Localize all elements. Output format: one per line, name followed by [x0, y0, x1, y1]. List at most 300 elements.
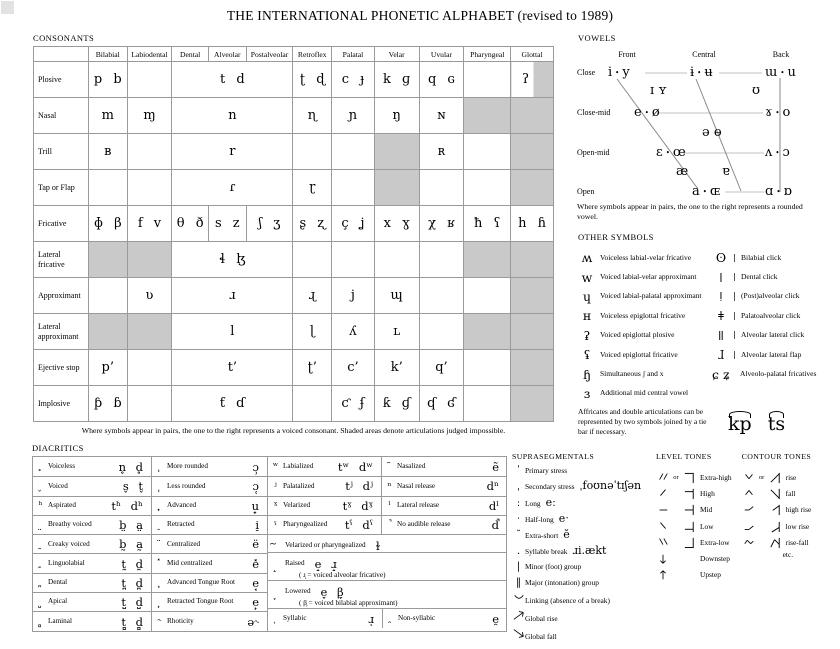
consonant-cell: ɭ — [293, 314, 332, 350]
diacritic-label: Lateral release — [397, 500, 440, 509]
consonant-cell — [293, 242, 332, 278]
letter-fall-icon — [769, 487, 782, 500]
vowel-column-header: Front — [618, 50, 636, 59]
consonant-row-label: Fricative — [34, 206, 89, 242]
consonant-cell — [464, 134, 511, 170]
consonant-cell: ʎ — [332, 314, 375, 350]
suprasegmental-row — [512, 512, 658, 525]
tone-diacritic — [656, 504, 670, 516]
tone-letter — [682, 471, 697, 484]
pair-bullet: • — [776, 187, 781, 196]
consonant-cell: p’ — [88, 350, 127, 386]
ipa-symbol: ɺ — [717, 347, 725, 363]
consonant-cell: ʋ — [127, 278, 172, 314]
consonant-cell: ɸ β — [88, 206, 127, 242]
mark-high-rise-icon — [743, 504, 755, 516]
diacritic-mark: ˞ — [157, 616, 162, 628]
vowel-symbol — [656, 145, 686, 160]
diacritic-label: Velarized — [283, 500, 311, 509]
consonant-cell: q’ — [419, 350, 464, 386]
tone-diacritic — [656, 471, 670, 483]
symbol-description: Bilabial click — [734, 254, 781, 262]
diacritic-example: u̟ — [251, 498, 259, 513]
consonant-row-label: Nasal — [34, 98, 89, 134]
suprasegmental-label: Syllable break — [525, 547, 568, 557]
symbol-description: Voiceless labial-velar fricative — [600, 252, 692, 262]
vowel-symbol-left: e — [634, 104, 642, 120]
consonant-cell: ɰ — [374, 278, 419, 314]
vowel-column-header: Back — [772, 50, 790, 59]
letter-rise-fall-icon — [769, 536, 782, 549]
letter-rise-icon — [769, 471, 782, 484]
consonant-column-header: Uvular — [419, 47, 464, 62]
suprasegmental-row — [512, 627, 658, 642]
consonant-cell — [88, 242, 127, 278]
suprasegmental-label: Extra-short — [525, 530, 559, 540]
consonant-cell — [511, 98, 554, 134]
vowel-symbol-left: ɯ — [765, 64, 778, 80]
consonant-cell — [464, 314, 511, 350]
arrow-fall-icon — [513, 627, 525, 639]
letter-extra-low-icon — [683, 536, 696, 549]
consonant-cell — [127, 134, 172, 170]
diacritic-example: t̺ d̺ — [121, 595, 143, 610]
vowel-symbol-left: ɪ ʏ — [650, 82, 667, 98]
consonant-cell: j — [332, 278, 375, 314]
diacritic-row — [152, 553, 267, 572]
suprasegmental-row — [512, 544, 658, 557]
vowel-row-label: Close — [577, 68, 596, 77]
diacritics-heading: DIACRITICS — [32, 443, 84, 453]
consonant-cell — [332, 242, 375, 278]
consonant-cell: ʙ — [88, 134, 127, 170]
consonant-cell: c ɟ — [332, 62, 375, 98]
vowel-symbol-left: ə ɵ — [702, 124, 722, 140]
consonant-cell: t’ — [172, 350, 293, 386]
consonant-grid — [33, 46, 554, 422]
diacritic-wide-row — [268, 552, 507, 580]
consonant-column-header: Glottal — [511, 47, 554, 62]
suprasegmental-label: Half-long — [525, 514, 554, 524]
consonant-row-label: Lateral approximant — [34, 314, 89, 350]
tone-letter — [768, 487, 783, 500]
tie-bar-examples — [728, 413, 785, 436]
diacritic-label: Raised — [285, 558, 305, 567]
tones-etc-label: etc. — [782, 550, 794, 560]
tone-letter — [768, 471, 783, 484]
pair-bullet: • — [775, 148, 780, 157]
vowel-symbol-left: i — [608, 64, 613, 80]
suprasegmental-row — [512, 591, 658, 606]
consonant-row-label: Ejective stop — [34, 350, 89, 386]
level-tones-column — [656, 452, 732, 583]
diacritic-row — [268, 457, 381, 476]
tie-bar-example: ts — [767, 413, 786, 436]
diacritic-example: ɹ̩ — [368, 611, 374, 626]
diacritic-label: Dental — [48, 578, 68, 587]
diacritic-example: tˠ dˠ — [342, 498, 373, 513]
consonant-cell: ɴ — [419, 98, 464, 134]
tone-row — [742, 534, 812, 550]
consonant-cell — [464, 386, 511, 422]
consonant-cell — [127, 350, 172, 386]
consonant-cell — [127, 242, 172, 278]
tone-letter — [682, 536, 697, 549]
diacritic-last-row — [268, 608, 507, 628]
consonant-row-label: Approximant — [34, 278, 89, 314]
diacritic-mark: ̤ — [38, 519, 43, 531]
diacritic-label: Nasal release — [397, 481, 436, 490]
tone-diacritic — [742, 471, 756, 483]
diacritic-example: tˤ dˤ — [344, 518, 373, 533]
diacritic-example: dⁿ — [486, 479, 499, 494]
vowel-symbol-right: ɶ — [709, 183, 721, 199]
diacritics-section — [32, 443, 506, 632]
diacritic-example: tʷ dʷ — [337, 459, 373, 474]
consonant-cell: ƥ ɓ — [88, 386, 127, 422]
ipa-symbol: ɥ — [582, 288, 592, 304]
consonant-cell — [374, 170, 419, 206]
tone-row — [742, 469, 812, 485]
symbol-description: Palatoalveolar click — [734, 312, 800, 320]
diacritic-example: t̻ d̻ — [121, 614, 143, 629]
vowel-symbol — [676, 164, 688, 179]
suprasegmental-example: eˑ — [558, 511, 569, 525]
consonant-cell: r — [172, 134, 293, 170]
tone-label: High — [700, 488, 715, 498]
consonant-header-corner — [34, 47, 89, 62]
diacritic-mark: ̞ — [273, 589, 278, 601]
vowel-symbol-right: ʉ — [704, 64, 713, 80]
consonant-column-header: Postalveolar — [246, 47, 293, 62]
vowel-symbol-right: ø — [651, 104, 660, 120]
consonant-row — [34, 98, 554, 134]
symbol-description: Voiced labial-palatal approximant — [600, 291, 702, 301]
diacritic-sub-note: ( ɹ̝ = voiced alveolar fricative) — [299, 571, 386, 580]
consonant-cell: ŋ — [374, 98, 419, 134]
consonant-cell: ʃ ʒ — [246, 206, 293, 242]
mark-low-rise-icon — [743, 520, 755, 532]
other-symbols-row — [578, 287, 836, 306]
consonant-cell — [511, 386, 554, 422]
consonant-cell: ʂ ʐ — [293, 206, 332, 242]
suprasegmental-row — [512, 560, 658, 572]
consonant-cell: ƈ ʄ — [332, 386, 375, 422]
diacritic-row — [33, 476, 151, 495]
consonant-cell — [293, 386, 332, 422]
diacritic-example: ɔ̜ — [252, 479, 259, 494]
diacritic-mark: ̻ — [38, 616, 43, 628]
consonant-cell: ʀ — [419, 134, 464, 170]
vowels-note: Where symbols appear in pairs, the one to the right represents a rounded vowel. — [577, 202, 803, 221]
diacritic-label: Voiceless — [48, 461, 76, 470]
or-label: or — [673, 473, 679, 481]
vowel-symbol-left: ɨ — [690, 64, 695, 80]
consonant-cell — [464, 98, 511, 134]
diacritic-row — [268, 515, 381, 534]
letter-high-rise-icon — [769, 503, 782, 516]
suprasegmental-row — [512, 576, 658, 588]
suprasegmentals-heading: SUPRASEGMENTALS — [512, 452, 595, 461]
diacritic-mark: ̴ — [273, 538, 278, 550]
consonant-cell: ʈ ɖ — [293, 62, 332, 98]
ipa-symbol: ǂ — [718, 308, 724, 324]
consonant-row-label: Trill — [34, 134, 89, 170]
other-symbols-row — [578, 248, 836, 267]
arrow-down-icon — [657, 553, 669, 565]
other-symbols-row — [578, 267, 836, 286]
consonant-cell — [419, 242, 464, 278]
consonants-section — [33, 33, 554, 422]
symbol-description: Simultaneous ʃ and x — [600, 368, 664, 378]
tone-diacritic — [656, 520, 670, 532]
diacritic-example: t̼ d̼ — [121, 556, 143, 571]
consonant-row — [34, 170, 554, 206]
diacritic-row — [33, 496, 151, 515]
diacritic-mark: ̠ — [157, 519, 162, 531]
consonant-column-header: Velar — [374, 47, 419, 62]
consonant-header-row — [34, 47, 554, 62]
diacritic-row — [33, 553, 151, 572]
consonant-row-label: Implosive — [34, 386, 89, 422]
suprasegmental-label: Minor (foot) group — [525, 562, 582, 572]
ipa-symbol: ʡ — [583, 327, 591, 343]
diacritic-mark: ̘ — [157, 577, 162, 589]
tone-letter — [768, 520, 783, 533]
vowel-symbol-right: ɒ — [783, 183, 792, 199]
level-tones-heading: LEVEL TONES — [656, 452, 712, 461]
mark-grave-icon — [657, 520, 669, 532]
vowel-symbol — [765, 65, 796, 80]
consonant-cell: m — [88, 98, 127, 134]
suprasegmental-label: Primary stress — [525, 466, 568, 476]
pair-bullet: • — [702, 187, 707, 196]
suprasegmental-mark: ˈ — [517, 464, 520, 477]
consonant-cell: ɾ — [172, 170, 293, 206]
consonant-cell: h ɦ — [511, 206, 554, 242]
diacritic-label: No audible release — [397, 520, 451, 529]
consonant-cell: ƭ ɗ — [172, 386, 293, 422]
diacritic-label: Linguolabial — [48, 558, 85, 567]
consonant-cell — [464, 350, 511, 386]
consonant-row — [34, 386, 554, 422]
consonant-cell: ɬ ɮ — [172, 242, 293, 278]
diacritic-mark: ʰ — [38, 500, 43, 512]
tone-row — [656, 550, 732, 566]
symbol-description: Dental click — [734, 273, 777, 281]
vowel-row-label: Close-mid — [577, 108, 611, 117]
consonant-cell: ʈ’ — [293, 350, 332, 386]
tone-label: high rise — [785, 505, 812, 515]
consonant-cell: q ɢ — [419, 62, 464, 98]
vowel-symbol — [765, 184, 792, 199]
other-symbols-heading: OTHER SYMBOLS — [578, 232, 654, 242]
diacritic-example: ɔ̹ — [252, 459, 259, 474]
consonant-cell: ɻ — [293, 278, 332, 314]
consonant-row — [34, 62, 554, 98]
consonant-cell — [332, 170, 375, 206]
diacritic-row — [152, 457, 267, 476]
diacritic-example: dˡ — [488, 498, 499, 513]
other-symbols-row — [578, 384, 836, 403]
tie-bar-example: kp — [728, 413, 752, 436]
consonant-column-header: Dental — [172, 47, 209, 62]
tone-row — [656, 518, 732, 534]
vowel-symbol-left: ʊ — [752, 82, 761, 98]
suprasegmentals-section — [512, 452, 658, 642]
tone-letter — [682, 503, 697, 516]
vowel-symbol — [608, 65, 630, 80]
consonant-cell: c’ — [332, 350, 375, 386]
consonant-cell — [511, 170, 554, 206]
ipa-symbol: ʘ — [715, 250, 727, 266]
suprasegmental-example: ˌfoʊnəˈtɪʃən — [579, 479, 642, 493]
consonant-cell: s z — [208, 206, 246, 242]
suprasegmental-example: ɹi.ækt — [572, 544, 607, 558]
tone-row — [656, 502, 732, 518]
consonant-cell — [88, 278, 127, 314]
vowels-heading: VOWELS — [578, 33, 616, 43]
symbol-description: Voiced labial-velar approximant — [600, 271, 697, 281]
diacritic-row — [33, 515, 151, 534]
tone-row — [656, 534, 732, 550]
vowel-symbol — [765, 105, 790, 120]
symbol-description: Alveolar lateral flap — [734, 351, 801, 359]
vowel-symbol-left: ʌ — [765, 144, 773, 160]
ipa-symbol: ǃ — [719, 288, 723, 304]
consonant-cell: ɽ — [293, 170, 332, 206]
letter-extra-high-icon — [683, 471, 696, 484]
tone-label: Extra-low — [700, 537, 730, 547]
tone-diacritic — [656, 569, 670, 581]
diacritic-label: Laminal — [48, 616, 72, 625]
diacritic-label: Apical — [48, 597, 68, 606]
diacritic-wide-row — [268, 534, 507, 552]
diacritic-row — [152, 573, 267, 592]
consonant-column-header: Labiodental — [127, 47, 172, 62]
diacritics-column-3 — [268, 457, 381, 534]
ipa-symbol: ǁ — [717, 327, 725, 343]
diacritic-mark: ʷ — [272, 461, 279, 473]
consonant-cell: χ ʁ — [419, 206, 464, 242]
diacritic-row — [152, 611, 267, 630]
suprasegmental-example: eː — [545, 495, 556, 509]
diacritic-label: Centralized — [167, 539, 201, 548]
diacritic-example: b̤ a̤ — [119, 518, 143, 533]
diacritic-label: Palatalized — [283, 481, 315, 490]
tone-letter — [768, 503, 783, 516]
vowel-symbol — [752, 83, 760, 98]
diacritics-column-2 — [151, 457, 267, 631]
diacritic-mark: ⁿ — [387, 480, 392, 492]
tone-row — [656, 485, 732, 501]
diacritic-label: Breathy voiced — [48, 520, 92, 529]
consonants-footnote: Where symbols appear in pairs, the one to the right represents a voiced consonant. Shaded areas denote articulations judged impossible. — [81, 426, 506, 435]
tone-row — [656, 469, 732, 485]
consonant-cell: θ ð — [172, 206, 209, 242]
consonant-cell: ƙ ɠ — [374, 386, 419, 422]
vowel-symbol — [650, 83, 667, 98]
pair-bullet: • — [780, 68, 785, 77]
consonant-cell — [374, 134, 419, 170]
consonant-cell: ʟ — [374, 314, 419, 350]
diacritic-label: More rounded — [167, 461, 208, 470]
diacritics-column-34 — [267, 457, 507, 631]
consonant-row-label: Plosive — [34, 62, 89, 98]
vowel-row-label: Open-mid — [577, 148, 610, 157]
consonant-row-label: Lateral fricative — [34, 242, 89, 278]
symbol-description: Alveolo-palatal fricatives — [740, 368, 817, 378]
diacritic-row — [268, 496, 381, 515]
consonant-cell: ħ ʕ — [464, 206, 511, 242]
consonant-column-header: Retroflex — [293, 47, 332, 62]
letter-low-icon — [683, 520, 696, 533]
diacritic-row — [33, 573, 151, 592]
suprasegmental-mark — [512, 591, 525, 606]
diacritic-label: Advanced Tongue Root — [167, 578, 236, 587]
tone-row — [742, 518, 812, 534]
diacritic-mark: ̙ — [157, 596, 162, 608]
consonant-cell — [511, 350, 554, 386]
consonant-cell — [419, 278, 464, 314]
vowel-symbol-right: y — [622, 64, 630, 80]
contour-tones-column — [742, 452, 812, 583]
diacritic-row — [383, 609, 507, 628]
diacritic-label: Aspirated — [48, 500, 76, 509]
diacritics-top-right — [268, 457, 507, 534]
diacritic-label: Retracted — [167, 520, 195, 529]
consonant-row-label: Tap or Flap — [34, 170, 89, 206]
tones-section — [656, 452, 811, 583]
tone-label: fall — [785, 488, 796, 498]
diacritic-mark: ʲ — [274, 480, 277, 492]
tone-letter — [768, 536, 783, 549]
diacritic-row — [33, 534, 151, 553]
contour-tones-heading: CONTOUR TONES — [741, 452, 812, 461]
other-symbols-section — [578, 232, 836, 436]
symbol-description: (Post)alveolar click — [734, 292, 800, 300]
tone-row — [742, 502, 812, 518]
consonant-cell — [464, 170, 511, 206]
consonant-cell — [293, 134, 332, 170]
pair-bullet: • — [615, 68, 620, 77]
diacritic-label: Retracted Tongue Root — [167, 597, 234, 606]
diacritic-mark: ˡ — [388, 500, 391, 512]
vowel-symbol-right: o — [782, 104, 791, 120]
consonant-cell: t d — [172, 62, 293, 98]
consonant-column-header: Pharyngeal — [464, 47, 511, 62]
diacritic-row — [152, 592, 267, 611]
ipa-symbol: w — [581, 269, 593, 285]
diacritic-example: ë — [252, 537, 259, 552]
vowel-symbol — [692, 184, 720, 199]
consonant-row — [34, 278, 554, 314]
diacritic-label: Velarized or pharyngealized — [285, 540, 366, 549]
diacritic-mark: ̬ — [38, 480, 43, 492]
diacritic-mark: ̜ — [157, 480, 162, 492]
suprasegmental-row — [512, 528, 658, 541]
diacritic-mark: ̹ — [157, 461, 162, 473]
tone-diacritic — [742, 504, 756, 516]
suprasegmental-mark: ˌ — [517, 480, 520, 493]
diacritic-row — [152, 515, 267, 534]
suprasegmental-mark — [512, 609, 525, 624]
diacritic-label: Nasalized — [397, 461, 426, 470]
suprasegmental-label: Secondary stress — [525, 482, 575, 492]
diacritic-row — [152, 534, 267, 553]
diacritic-example: n̥ d̥ — [118, 459, 143, 474]
tone-diacritic — [742, 487, 756, 499]
